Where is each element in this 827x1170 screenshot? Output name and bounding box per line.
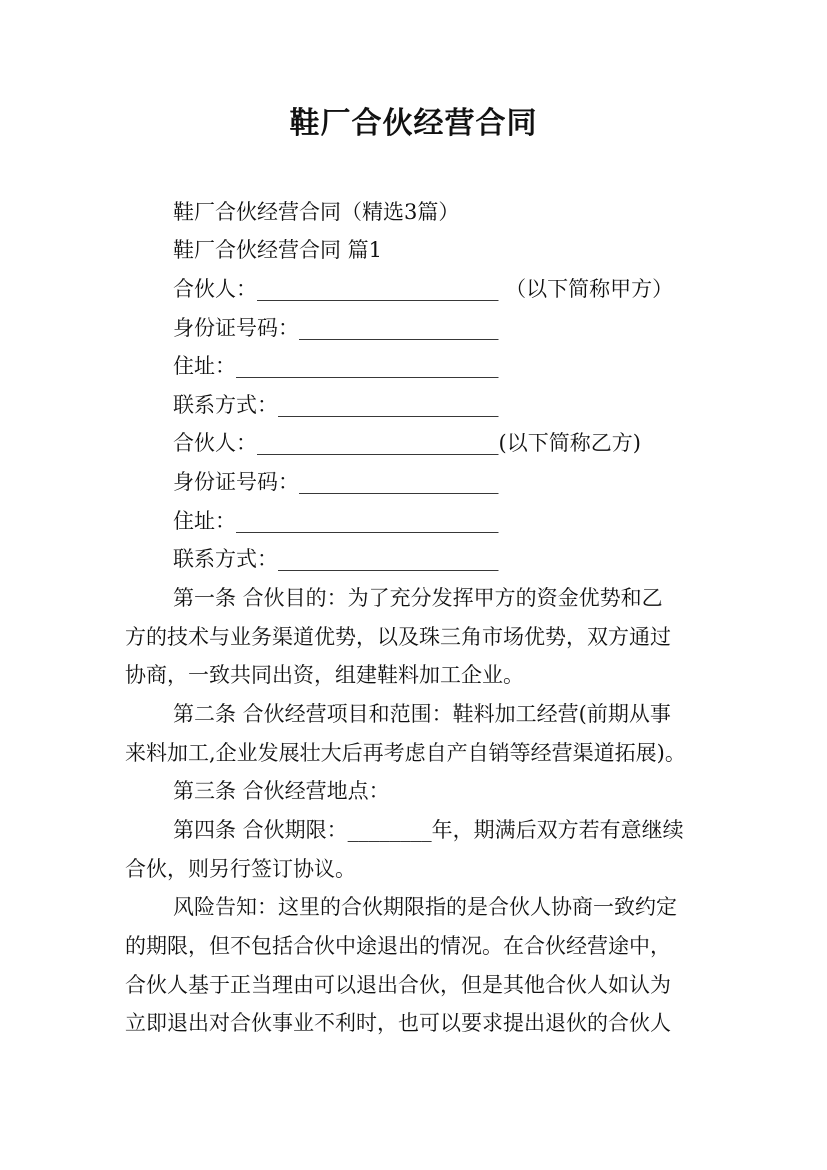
- partner-a-address-field: 住址：_________________________: [173, 354, 499, 378]
- partner-b-field: 合伙人：_______________________(以下简称乙方): [173, 431, 641, 455]
- article-1-line: 协商，一致共同出资，组建鞋料加工企业。: [125, 663, 524, 687]
- article-1-line: 方的技术与业务渠道优势，以及珠三角市场优势，双方通过: [125, 625, 671, 649]
- article-1-line: 第一条 合伙目的：为了充分发挥甲方的资金优势和乙: [173, 586, 663, 610]
- partner-b-id-field: 身份证号码：___________________: [173, 470, 499, 494]
- partner-b-address-field: 住址：_________________________: [173, 509, 499, 533]
- partner-b-contact-field: 联系方式：_____________________: [173, 547, 499, 571]
- risk-notice-line: 风险告知：这里的合伙期限指的是合伙人协商一致约定: [173, 895, 677, 919]
- risk-notice-line: 的期限，但不包括合伙中途退出的情况。在合伙经营途中，: [125, 934, 671, 958]
- article-4-line: 合伙，则另行签订协议。: [125, 857, 356, 881]
- subtitle-line: 鞋厂合伙经营合同（精选3篇）: [173, 200, 460, 224]
- partner-a-field: 合伙人：_______________________ （以下简称甲方）: [173, 277, 674, 301]
- section-heading: 鞋厂合伙经营合同 篇1: [173, 238, 383, 262]
- risk-notice-line: 合伙人基于正当理由可以退出合伙，但是其他合伙人如认为: [125, 973, 671, 997]
- article-2-line: 第二条 合伙经营项目和范围：鞋料加工经营(前期从事: [173, 702, 671, 726]
- article-4-line: 第四条 合伙期限：________年，期满后双方若有意继续: [173, 818, 684, 842]
- partner-a-id-field: 身份证号码：___________________: [173, 316, 499, 340]
- risk-notice-line: 立即退出对合伙事业不利时，也可以要求提出退伙的合伙人: [125, 1011, 671, 1035]
- article-3-line: 第三条 合伙经营地点：: [173, 779, 390, 803]
- document-title: 鞋厂合伙经营合同: [289, 106, 538, 141]
- partner-a-contact-field: 联系方式：_____________________: [173, 393, 499, 417]
- article-2-line: 来料加工,企业发展壮大后再考虑自产自销等经营渠道拓展)。: [125, 741, 686, 765]
